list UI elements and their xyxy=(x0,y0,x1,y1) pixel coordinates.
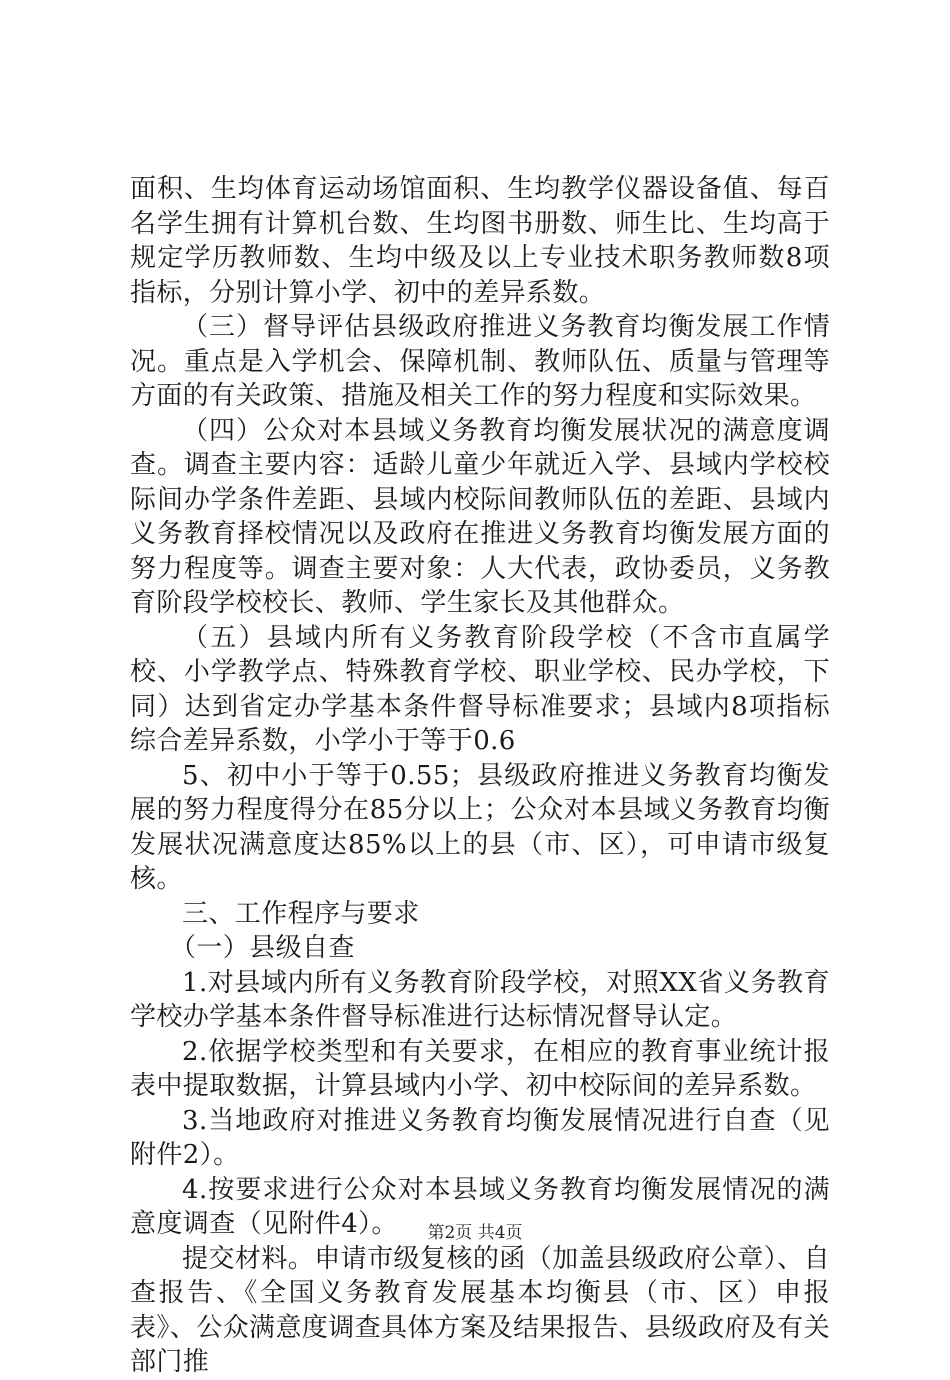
subheading-county-self-check: （一）县级自查 xyxy=(170,933,355,963)
page-number-footer: 第2页 共4页 xyxy=(427,1223,523,1243)
paragraph-section-5: （五）县域内所有义务教育阶段学校（不含市直属学校、小学教学点、特殊教育学校、职业学校、民办学校，下同）达到省定办学基本条件督导标准要求；县域内8项指标综合差异系数，小学小于等于0.6 xyxy=(130,622,830,756)
list-item-2: 2.依据学校类型和有关要求，在相应的教育事业统计报表中提取数据，计算县域内小学、初中校际间的差异系数。 xyxy=(130,1036,830,1101)
heading-work-procedure: 三、工作程序与要求 xyxy=(182,898,420,929)
list-item-1: 1.对县域内所有义务教育阶段学校，对照XX省义务教育学校办学基本条件督导标准进行达标情况督导认定。 xyxy=(130,967,830,1032)
paragraph-continuation: 5、初中小于等于0.55；县级政府推进义务教育均衡发展的努力程度得分在85分以上；公众对本县域义务教育均衡发展状况满意度达85%以上的县（市、区），可申请市级复核。 xyxy=(130,760,830,894)
list-item-3: 3.当地政府对推进义务教育均衡发展情况进行自查（见附件2）。 xyxy=(130,1105,830,1170)
list-item-4: 4.按要求进行公众对本县域义务教育均衡发展情况的满意度调查（见附件4）。 xyxy=(130,1174,830,1239)
paragraph-indicators: 面积、生均体育运动场馆面积、生均教学仪器设备值、每百名学生拥有计算机台数、生均图书册数、师生比、生均高于规定学历教师数、生均中级及以上专业技术职务教师数8项指标，分别计算小学、初中的差异系数。 xyxy=(130,174,830,308)
paragraph-submit-materials: 提交材料。申请市级复核的函（加盖县级政府公章）、自查报告、《全国义务教育发展基本均衡县（市、区）申报表》、公众满意度调查具体方案及结果报告、县级政府及有关部门推 xyxy=(130,1243,830,1377)
paragraph-section-4: （四）公众对本县域义务教育均衡发展状况的满意度调查。调查主要内容：适龄儿童少年就近入学、县域内学校校际间办学条件差距、县域内校际间教师队伍的差距、县域内义务教育择校情况以及政府在推进义务教育均衡发展方面的努力程度等。调查主要对象：人大代表，政协委员，义务教育阶段学校校长、教师、学生家长及其他群众。 xyxy=(130,415,830,618)
paragraph-section-3: （三）督导评估县级政府推进义务教育均衡发展工作情况。重点是入学机会、保障机制、教师队伍、质量与管理等方面的有关政策、措施及相关工作的努力程度和实际效果。 xyxy=(130,312,830,411)
document-body xyxy=(130,172,830,1380)
